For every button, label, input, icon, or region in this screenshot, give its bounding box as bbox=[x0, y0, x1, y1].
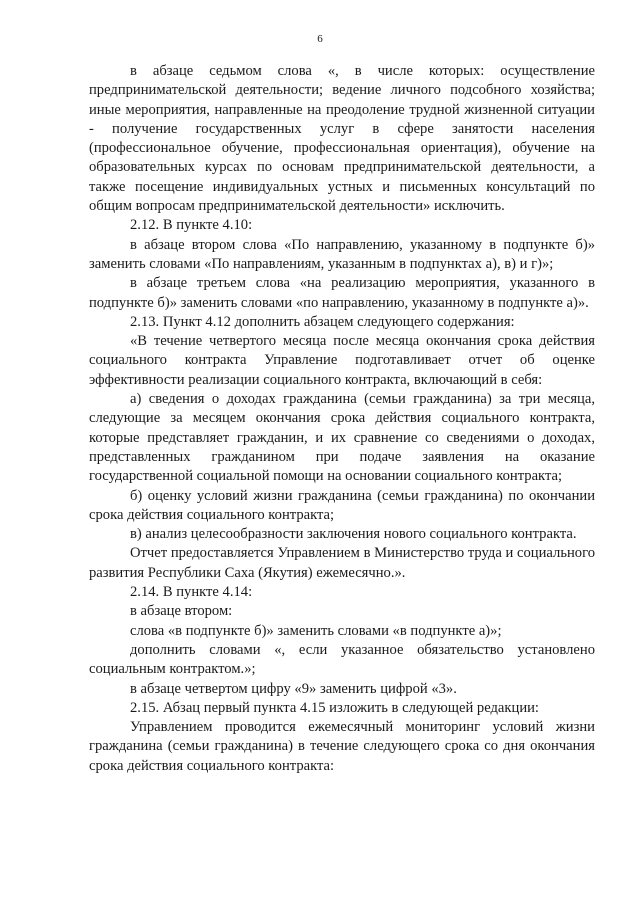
paragraph-2-13-item-v: в) анализ целесообразности заключения нового социального контракта. bbox=[130, 526, 577, 543]
paragraph-2-13-heading: 2.13. Пункт 4.12 дополнить абзацем следующего содержания: bbox=[130, 313, 515, 330]
paragraph-abzac-sedmoy: в абзаце седьмом слова «, в числе которых: осуществление предпринимательской деятельности; ведение личного подсобного хозяйства; иные мероприятия, направленные на преодоление трудной жизненной ситуации - получение государственных услуг в сфере занятости населения (профессиональное обучение, профессиональная ориентация), обучение на образовательных курсах по основам предпринимательской деятельности, а также посещение индивидуальных устных и письменных консультаций по общим вопросам предпринимательской деятельности» исключить. bbox=[89, 63, 595, 215]
paragraph-2-14-heading: 2.14. В пункте 4.14: bbox=[130, 584, 253, 601]
paragraph-2-14-slova: слова «в подпункте б)» заменить словами «в подпункте а)»; bbox=[130, 622, 502, 639]
paragraph-2-14-abzac-chetvertyy: в абзаце четвертом цифру «9» заменить цифрой «3». bbox=[130, 680, 457, 697]
page-number: 6 bbox=[317, 33, 323, 45]
paragraph-2-13-quote-intro: «В течение четвертого месяца после месяца окончания срока действия социального контракта Управление подготавливает отчет об оценке эффективности реализации социального контракта, включающий в себя: bbox=[89, 333, 595, 388]
paragraph-2-14-dopolnit: дополнить словами «, если указанное обязательство установлено социальным контрактом.»; bbox=[89, 641, 595, 678]
paragraph-2-13-item-a: а) сведения о доходах гражданина (семьи гражданина) за три месяца, следующие за месяцем окончания срока действия социального контракта, которые представляет гражданин, и их сравнение со сведениями о доходах, представленных гражданином при подаче заявления на оказание государственной социальной помощи на основании социального контракта; bbox=[89, 391, 595, 485]
paragraph-2-15-monitoring: Управлением проводится ежемесячный мониторинг условий жизни гражданина (семьи гражданина) в течение следующего срока со дня окончания срока действия социального контракта: bbox=[89, 719, 595, 774]
document-body bbox=[89, 62, 595, 776]
paragraph-2-13-report: Отчет предоставляется Управлением в Министерство труда и социального развития Республики Саха (Якутия) ежемесячно.». bbox=[89, 545, 595, 581]
paragraph-2-12-abzac-vtoroy: в абзаце втором слова «По направлению, указанному в подпункте б)» заменить словами «По направлениям, указанным в подпунктах а), в) и г)»; bbox=[89, 236, 595, 272]
paragraph-2-12-abzac-tretiy: в абзаце третьем слова «на реализацию мероприятия, указанного в подпункте б)» заменить словами «по направлению, указанному в подпункте а)». bbox=[89, 275, 595, 311]
paragraph-2-12-heading: 2.12. В пункте 4.10: bbox=[130, 217, 253, 234]
paragraph-2-14-abzac-vtoroy: в абзаце втором: bbox=[130, 603, 233, 620]
paragraph-2-15-heading: 2.15. Абзац первый пункта 4.15 изложить в следующей редакции: bbox=[130, 699, 539, 716]
paragraph-2-13-item-b: б) оценку условий жизни гражданина (семьи гражданина) по окончании срока действия социального контракта; bbox=[89, 487, 595, 523]
